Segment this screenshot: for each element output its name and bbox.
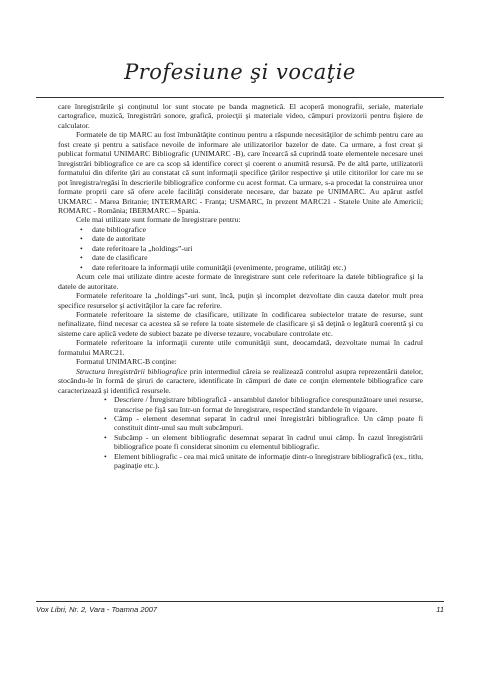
list-item: • date referitoare la „holdings”-uri — [80, 243, 193, 253]
paragraph-2: Formatele de tip MARC au fost îmbunătăţite continuu pentru a răspunde necesităţilor de schimb pentru care au fost create şi pentru a satisface nevoile de informare ale utilizatorilor bazelor de date. Ca urmare, a fost creat şi publicat formatul UNIMARC Bibliografic (UNIMARC -B), care încearcă să cuprindă toate elementele necesare unei înregistrări bibliografice ce are ca scop să identifice corect şi coerent o anumită resursă. Pe de altă parte, utilizatorii formatului din diferite ţări au constatat că sunt informaţii specifice ţărilor respective şi utile cititorilor lor care nu se pot înregistra/regăsi în descrierile bibliografice conforme cu acest format. Ca urmare, s-a procedat la construirea unor formate proprii care să ofere acele facilităţi considerate necesare, dar bazate pe UNIMARC. Au apărut astfel UKMARC - Marea Britanie; INTERMARC - Franţa; USMARC, în prezent MARC21 - Statele Unite ale Americii; ROMARC - România; IBERMARC – Spania. — [58, 130, 423, 215]
paragraph-3: Cele mai utilizate sunt formate de înregistrare pentru: — [76, 215, 241, 225]
page-number: 11 — [436, 605, 444, 614]
paragraph-7: Formatele referitoare la informaţii curente utile comunităţii sunt, deocamdată, dezvoltate numai în cadrul formatului MARC21. — [58, 338, 423, 357]
list-item: • Descriere / Înregistrare bibliografică - ansamblul datelor bibliografice corespunzătoare unei resurse, transcrise pe fişă sau într-un format de înregistrare, respectând standardele în vigoare. — [104, 395, 423, 414]
paragraph-5: Formatele referitoare la „holdings”-uri sunt, încă, puţin şi incomplet dezvoltate din cauza datelor mult prea specifice resurselor şi activităţilor la care fac referire. — [58, 291, 423, 310]
paragraph-8: Formatul UNIMARC-B conţine: — [76, 357, 177, 367]
header-divider — [36, 97, 444, 98]
list-item: • date de autoritate — [80, 234, 145, 244]
list-item: • date referitoare la informaţii utile comunităţii (evenimente, programe, utilităţi etc.) — [80, 262, 347, 272]
list-item: • Subcâmp - un element bibliografic desemnat separat în cadrul unui câmp. În cazul înregistrării bibliografice poate fi considerat sinonim cu elementul bibliografic. — [104, 432, 423, 452]
elements-list — [58, 395, 423, 471]
formats-list — [58, 225, 423, 272]
article-body — [58, 102, 423, 471]
header-title: Profesiune şi vocaţie — [124, 60, 356, 84]
journal-citation: Vox Libri, Nr. 2, Vara - Toamna 2007 — [36, 605, 158, 614]
paragraph-6: Formatele referitoare la sisteme de clasificare, utilizate în codificarea subiectelor tratate de resurse, sunt nefinalizate, fiind necesar ca acestea să se refere la toate sistemele de clasificare şi să deţină o legătură coerentă şi cu sisteme care aplică vedete de subiect bazate pe diverse tezaure, vocabulare controlate etc. — [58, 309, 423, 338]
list-item: • date de clasificare — [80, 253, 148, 263]
paragraph-4: Acum cele mai utilizate dintre aceste formate de înregistrare sunt cele referitoare la datele bibliografice şi la datele de autoritate. — [58, 272, 423, 291]
list-item: • Câmp - element desemnat separat în cadrul unei înregistrări bibliografice. Un câmp poate fi constituit dintr-unul sau mult subcâmpuri. — [104, 413, 423, 433]
paragraph-9: Structura înregistrării bibliografice prin intermediul căreia se realizează controlul asupra reprezentării datelor, stocându-le în formă de şiruri de caractere, identificate în câmpuri de date ce conţin elementele bibliografice care caracterizează şi identifică resursele. — [58, 366, 423, 395]
paragraph-1: care înregistrările şi conţinutul lor sunt stocate pe banda magnetică. El acoperă monografii, seriale, materiale cartografice, muzică, înregistrări sonore, grafică, proiecţii şi materiale video, câmpuri provizorii pentru fişiere de calculator. — [58, 102, 423, 130]
footer-divider — [36, 601, 444, 602]
list-item: • Element bibliografic - cea mai mică unitate de informaţie dintr-o înregistrare bibliografică (ex., titlu, paginaţie etc.). — [104, 451, 423, 471]
structure-term: Structura înregistrării bibliografice — [76, 366, 188, 376]
list-item: • date bibliografice — [80, 224, 147, 234]
